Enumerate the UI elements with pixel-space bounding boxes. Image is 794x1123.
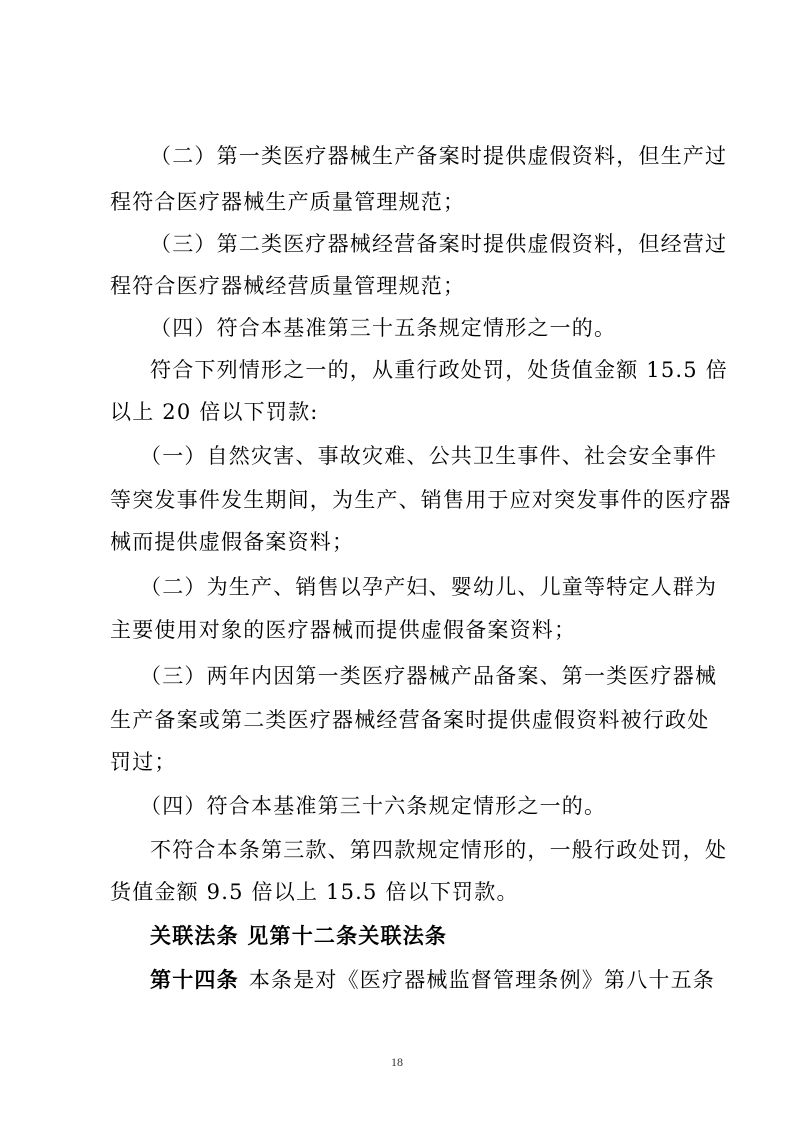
paragraph-line: 不符合本条第三款、第四款规定情形的，一般行政处罚，处 [150,838,728,862]
paragraph-line: （三）两年内因第一类医疗器械产品备案、第一类医疗器械 [140,664,718,688]
paragraph-line: 生产备案或第二类医疗器械经营备案时提供虚假资料被行政处 [110,708,710,732]
related-law-heading: 关联法条 见第十二条关联法条 [150,923,448,948]
paragraph-line: 程符合医疗器械经营质量管理规范； [110,274,466,298]
paragraph-line: （二）为生产、销售以孕产妇、婴幼儿、儿童等特定人群为 [140,575,718,599]
paragraph-line: 械而提供虚假备案资料； [110,530,355,554]
article-line [150,965,716,995]
paragraph-line: 主要使用对象的医疗器械而提供虚假备案资料； [110,618,577,642]
paragraph-line: （四）符合本基准第三十六条规定情形之一的。 [140,794,607,818]
paragraph-line: （三）第二类医疗器械经营备案时提供虚假资料，但经营过 [150,232,728,256]
paragraph-line: 罚过； [110,750,177,774]
paragraph-line: 以上 20 倍以下罚款: [110,400,319,424]
article-label: 第十四条 [150,967,239,992]
paragraph-line: 程符合医疗器械生产质量管理规范； [110,190,466,214]
paragraph-line: 等突发事件发生期间，为生产、销售用于应对突发事件的医疗器 [110,488,732,512]
page-number: 18 [391,1055,403,1069]
paragraph-line: （二）第一类医疗器械生产备案时提供虚假资料，但生产过 [150,144,728,168]
paragraph-line: 货值金额 9.5 倍以上 15.5 倍以下罚款。 [110,880,519,904]
paragraph-line: 符合下列情形之一的，从重行政处罚，处货值金额 15.5 倍 [150,358,728,382]
paragraph-line: （四）符合本基准第三十五条规定情形之一的。 [150,316,617,340]
article-text: 本条是对《医疗器械监督管理条例》第八十五条 [248,968,716,992]
paragraph-line: （一）自然灾害、事故灾难、公共卫生事件、社会安全事件 [140,444,718,468]
